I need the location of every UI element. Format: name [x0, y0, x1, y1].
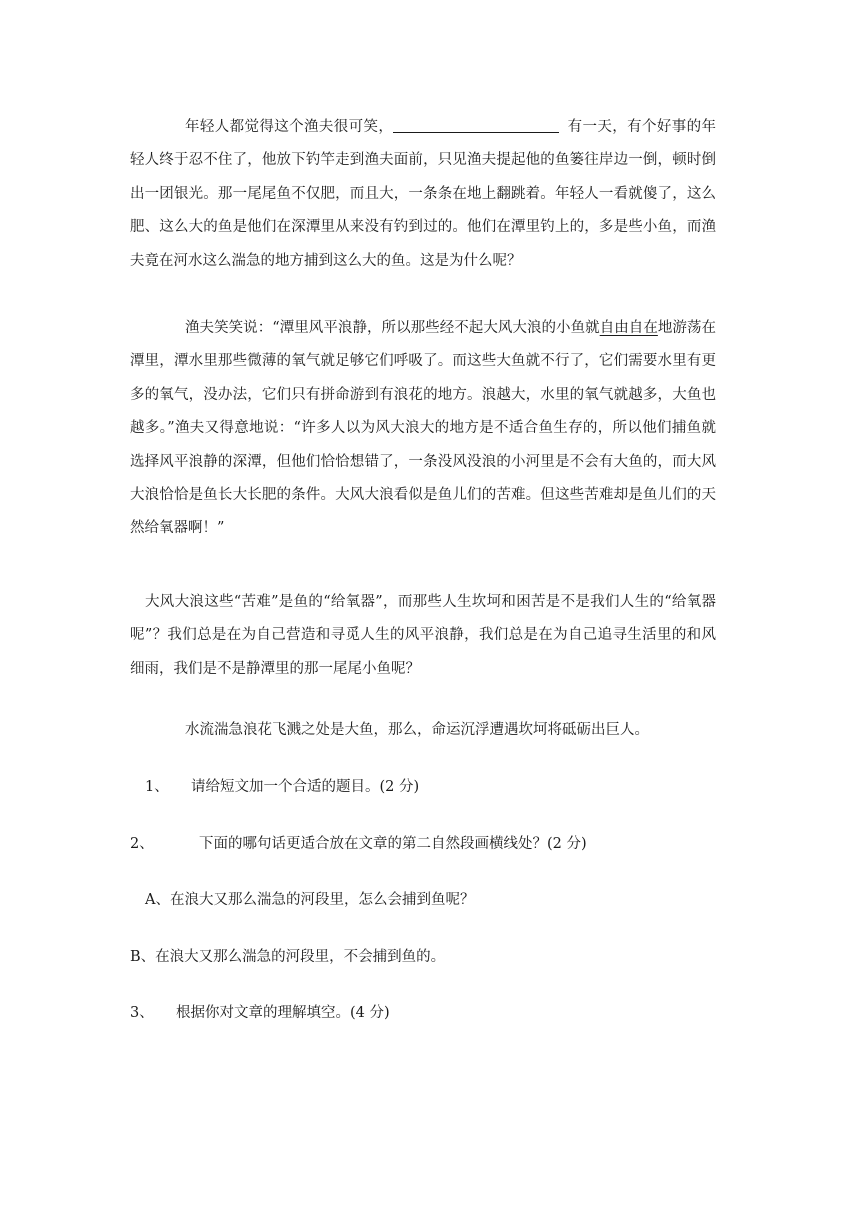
question-3-text: 根据你对文章的理解填空。(4 分): [176, 1005, 390, 1021]
question-2: [130, 832, 587, 853]
question-1-text: 请给短文加一个合适的题目。(2 分): [191, 779, 420, 795]
option-a: A、在浪大又那么湍急的河段里，怎么会捕到鱼呢？: [145, 892, 475, 908]
answer-blank: [393, 114, 559, 133]
question-3-number: 3、: [130, 1005, 154, 1021]
option-b: B、在浪大又那么湍急的河段里，不会捕到鱼的。: [130, 949, 446, 965]
question-3: [130, 1001, 390, 1022]
paragraph-4: 水流湍急浪花飞溅之处是大鱼，那么，命运沉浮遭遇坎坷将砥砺出巨人。: [185, 722, 649, 738]
question-1: [145, 775, 419, 796]
paragraph-1-rest: 有一天，有个好事的年轻人终于忍不住了，他放下钓竿走到渔夫面前，只见渔夫提起他的鱼篓往岸边一倒，顿时倒出一团银光。那一尾尾鱼不仅肥，而且大，一条条在地上翻跳着。年轻人一看就傻了，这么肥、这么大的鱼是他们在深潭里从来没有钓到过的。他们在潭里钓上的，多是些小鱼，而渔夫竟在河水这么湍急的地方捕到这么大的鱼。这是为什么呢？: [130, 119, 716, 269]
paragraph-2-rest: 地游荡在潭里，潭水里那些微薄的氧气就足够它们呼吸了。而这些大鱼就不行了，它们需要水里有更多的氧气，没办法，它们只有拼命游到有浪花的地方。浪越大，水里的氧气就越多，大鱼也越多。”渔夫又得意地说：“许多人以为风大浪大的地方是不适合鱼生存的，所以他们捕鱼就选择风平浪静的深潭，但他们恰恰想错了，一条没风没浪的小河里是不会有大鱼的，而大风大浪恰恰是鱼长大长肥的条件。大风大浪看似是鱼儿们的苦难。但这些苦难却是鱼儿们的天然给氧器啊！”: [130, 320, 717, 537]
underlined-phrase: 自由自在: [599, 320, 658, 336]
paragraph-1-start: 年轻人都觉得这个渔夫很可笑，: [185, 119, 394, 135]
paragraph-3: 大风大浪这些“苦难”是鱼的“给氧器”，而那些人生坎坷和困苦是不是我们人生的“给氧器呢”？我们总是在为自己营造和寻觅人生的风平浪静，我们总是在为自己追寻生活里的和风细雨，我们是不是静潭里的那一尾尾小鱼呢？: [130, 594, 716, 677]
question-2-text: 下面的哪句话更适合放在文章的第二自然段画横线处？(2 分): [199, 836, 587, 852]
paragraph-2: [130, 312, 716, 546]
question-1-number: 1、: [145, 779, 169, 795]
paragraph-2-start: 渔夫笑笑说：“潭里风平浪静，所以那些经不起大风大浪的小鱼就: [185, 320, 600, 336]
question-2-number: 2、: [130, 836, 154, 852]
paragraph-1: [130, 111, 716, 278]
